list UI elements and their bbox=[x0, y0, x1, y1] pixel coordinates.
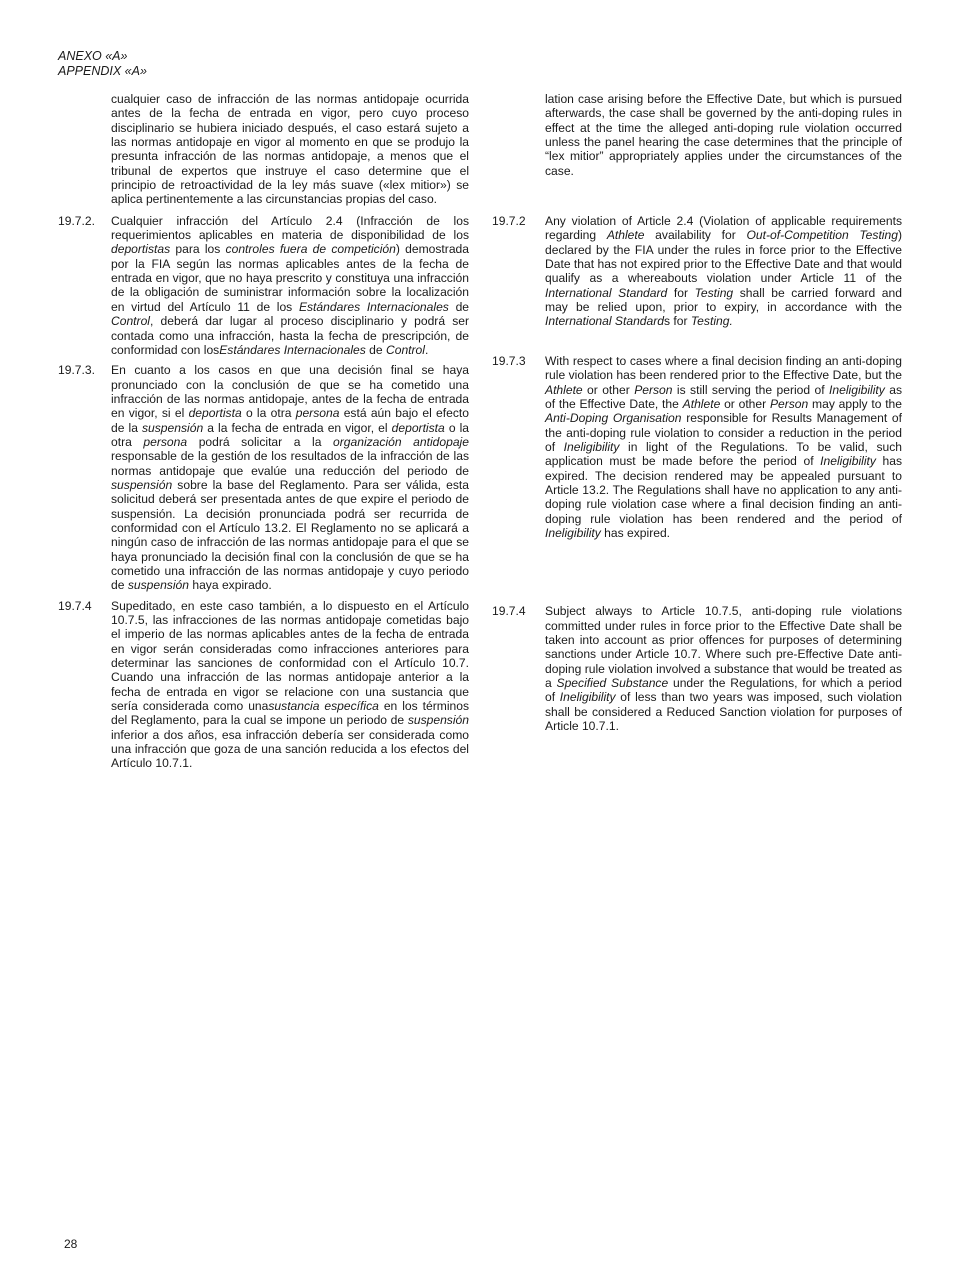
en-continuation-paragraph bbox=[492, 92, 902, 178]
clause-text: Supeditado, en este caso también, a lo dispuesto en el Artículo 10.7.5, las infracciones de las normas antidopaje cometidas bajo el imperio de las normas aplicables antes de la fecha de entrada en vigor serán consideradas como infracciones anteriores para determinar las sanciones de conformidad con el Artículo 10.7. Cuando una infracción de las normas antidopaje anterior a la fecha de entrada en vigor se relacione con una sustancia que sería considerada como unasustancia específica en los términos del Reglamento, para la cual se impone un periodo de suspensión inferior a dos años, esa infracción debería ser considerada como una infracción que goza de una sanción reducida a los efectos del Artículo 10.7.1. bbox=[111, 598, 470, 771]
page-number: 28 bbox=[64, 1237, 78, 1251]
es-continuation-paragraph bbox=[58, 92, 469, 207]
clause-text: With respect to cases where a final decision finding an anti-doping rule violation has been rendered prior to the Effective Date, but the Athlete or other Person is still serving the period of Ineligibility as of the Effective Date, the Athlete or other Person may apply to the Anti-Doping Organisation responsible for Results Management of the anti-doping rule violation to consider a reduction in the period of Ineligibility in light of the Regulations. To be valid, such application must be made before the period of Ineligibility has expired. The decision rendered may be appealed pursuant to Article 13.2. The Regulations shall have no application to any anti-doping rule violation case where a final decision finding an anti-doping rule violation has been rendered and the period of Ineligibility has expired. bbox=[545, 353, 903, 540]
spanish-column bbox=[58, 92, 469, 771]
clause-number: 19.7.2 bbox=[492, 214, 526, 229]
clause-number: 19.7.4 bbox=[492, 604, 526, 619]
clause-text: Cualquier infracción del Artículo 2.4 (Infracción de los requerimientos aplicables en materia de disponibilidad de los deportistas para los controles fuera de competición) demostrada por la FIA según las normas aplicables antes de la fecha de entrada en vigor, que no haya prescrito y constituya una infracción de la obligación de suministrar información sobre la localización en virtud del Artículo 11 de los Estándares Internacionales de Control, deberá dar lugar al proceso disciplinario y podrá ser contada como una infracción, hasta la fecha de prescripción, de conformidad con losEstándares Internacionales de Control. bbox=[111, 213, 470, 357]
clause-number: 19.7.3 bbox=[492, 353, 526, 368]
page-header bbox=[58, 49, 147, 78]
es-continuation-text: cualquier caso de infracción de las normas antidopaje ocurrida antes de la fecha de entrada en vigor, pero cuyo proceso disciplinario se hubiera iniciado después, el caso estará sujeto a las normas antidopaje en vigor al momento en que se produjo la presunta infracción de las normas antidopaje, a menos que el tribunal de expertos que instruye el caso determine que el principio de retroactividad de la ley más suave («lex mitior») se aplica pertinentemente a las circunstancias propias del caso. bbox=[111, 92, 469, 207]
en-continuation-text: lation case arising before the Effective Date, but which is pursued afterwards, the case shall be governed by the anti-doping rules in effect at the time the alleged anti-doping rule violation occurred unless the panel hearing the case determines that the principle of “lex mitior” appropriately applies under the circumstances of the case. bbox=[545, 92, 902, 178]
en-clause-19-7-2 bbox=[492, 214, 902, 329]
clause-number: 19.7.3. bbox=[58, 363, 95, 378]
clause-text: Any violation of Article 2.4 (Violation of applicable requirements regarding Athlete availability for Out-of-Competition Testing) declared by the FIA under the rules in force prior to the Effective Date that has not expired prior to the Effective Date and that would qualify as a whereabouts violation under Article 11 of the International Standard for Testing shall be carried forward and may be relied upon, prior to expiry, in accordance with the International Standards for Testing. bbox=[545, 214, 902, 329]
clause-number: 19.7.2. bbox=[58, 213, 95, 228]
en-clause-19-7-4 bbox=[492, 604, 902, 733]
en-clause-19-7-3 bbox=[492, 354, 902, 540]
clause-text: En cuanto a los casos en que una decisión final se haya pronunciado con la conclusión de que se ha cometido una infracción de las normas antidopaje, antes de la fecha de entrada en vigor, si el deportista o la otra persona está aún bajo el efecto de la suspensión a la fecha de entrada en vigor, el deportista o la otra persona podrá solicitar a la organización antidopaje responsable de la gestión de los resultados de la infracción de las normas antidopaje que evalúe una reducción del periodo de suspensión sobre la base del Reglamento. Para ser válida, esta solicitud deberá ser presentada antes de que expire el periodo de suspensión. La decisión pronunciada podrá ser recurrida de conformidad con el Artículo 13.2. El Reglamento no se aplicará a ningún caso de infracción de las normas antidopaje para el que se haya pronunciado la decisión final con la conclusión de que se ha cometido una infracción de las normas antidopaje y cuyo periodo de suspensión haya expirado. bbox=[111, 363, 470, 593]
es-clause-19-7-4 bbox=[58, 599, 469, 771]
clause-text: Subject always to Article 10.7.5, anti-doping rule violations committed under rules in force prior to the Effective Date shall be taken into account as prior offences for purposes of determining sanctions under Article 10.7. Where such pre-Effective Date anti-doping rule violation involved a substance that would be treated as a Specified Substance under the Regulations, for which a period of Ineligibility of less than two years was imposed, such violation shall be considered a Reduced Sanction violation for purposes of Article 10.7.1. bbox=[545, 604, 903, 734]
es-clause-19-7-3 bbox=[58, 363, 469, 593]
header-english: APPENDIX «A» bbox=[58, 63, 147, 78]
es-clause-19-7-2 bbox=[58, 214, 469, 357]
english-column bbox=[492, 92, 902, 733]
header-spanish: ANEXO «A» bbox=[58, 49, 128, 63]
clause-number: 19.7.4 bbox=[58, 598, 92, 613]
